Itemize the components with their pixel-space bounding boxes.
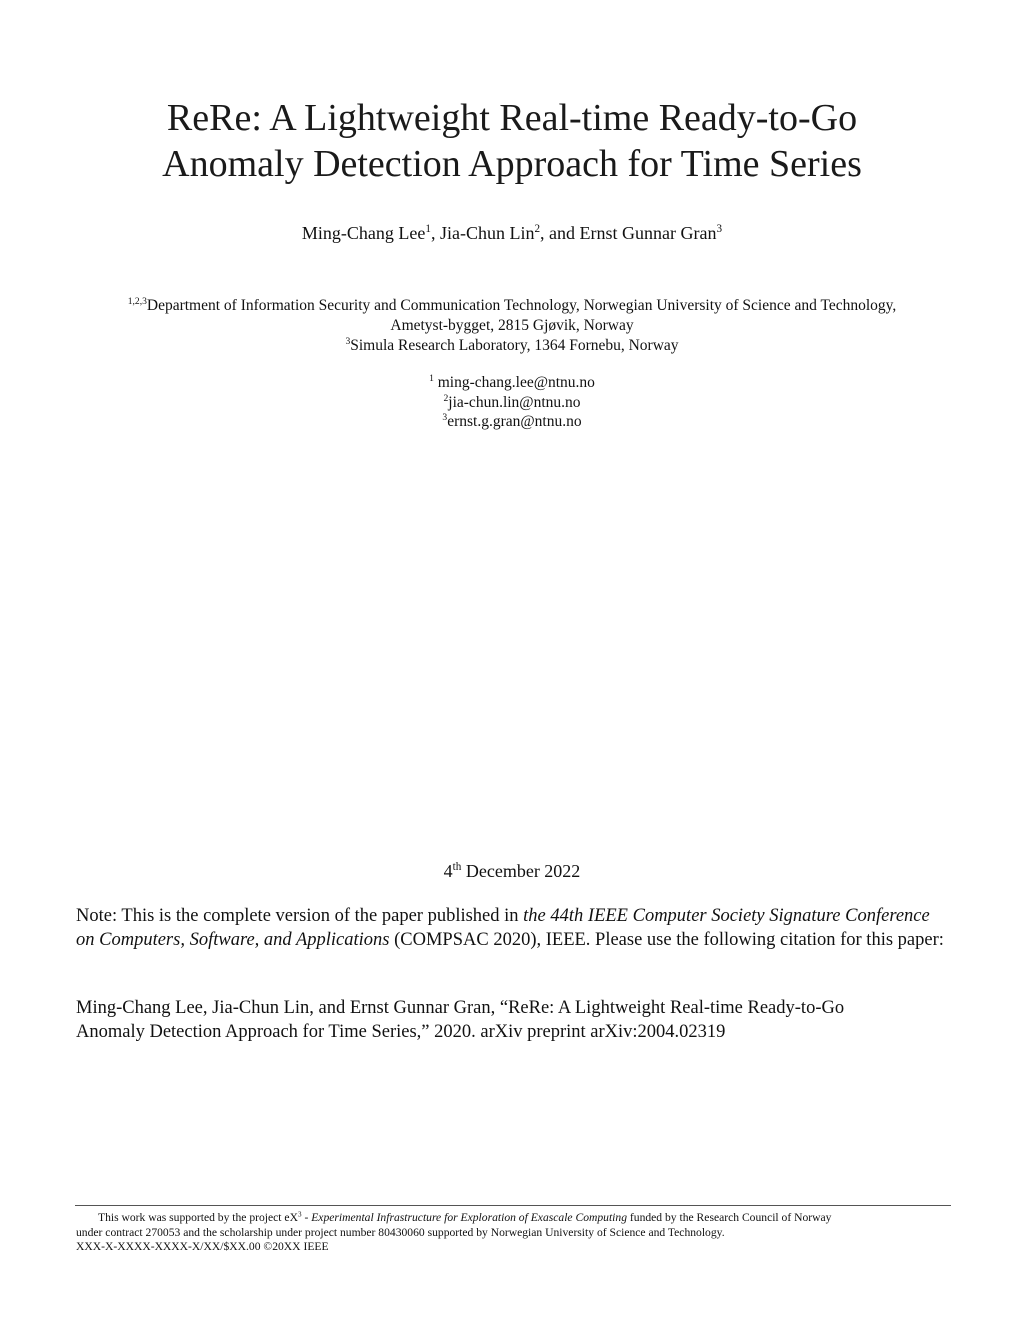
email-mark: 1 (429, 373, 434, 385)
affiliation-line (40, 336, 984, 356)
citation-text (76, 997, 948, 1044)
footnote-line: under contract 270053 and the scholarship under project number 80430060 supported by Norwegian University of Science and Technology. (76, 1225, 725, 1239)
author-separator: , (430, 223, 440, 243)
citation-line: Anomaly Detection Approach for Time Series,” 2020. arXiv preprint arXiv:2004.02319 (76, 1021, 726, 1042)
note-venue: the 44th IEEE Computer Society Signature Conference on Computers, Software, and Applications (76, 906, 930, 950)
copyright-line: XXX-X-XXXX-XXXX-X/XX/$XX.00 ©20XX IEEE (76, 1240, 329, 1253)
email-line (0, 412, 1024, 432)
affiliation-line (40, 296, 984, 316)
affiliation-text: Department of Information Security and Communication Technology, Norwegian University of Science and Technology, (146, 297, 897, 314)
affiliations (40, 296, 984, 356)
email-line (0, 373, 1024, 393)
date-ordinal: th (452, 861, 462, 874)
author-list (0, 221, 1024, 245)
email-line (0, 393, 1024, 413)
author-name: Ming-Chang Lee (301, 223, 426, 243)
email-mark: 2 (443, 392, 449, 404)
version-date (0, 859, 1024, 883)
email-address: jia-chun.lin@ntnu.no (448, 393, 581, 411)
affiliation-line: Ametyst-bygget, 2815 Gjøvik, Norway (390, 317, 634, 334)
affiliation-mark: 1,2,3 (127, 296, 147, 308)
affiliation-mark: 3 (345, 336, 351, 348)
footnote-line (76, 1211, 956, 1226)
footnote-project-name: Experimental Infrastructure for Exploration of Exascale Computing (311, 1211, 628, 1224)
author-name: Ernst Gunnar Gran (579, 223, 717, 243)
paper-title (0, 95, 1024, 187)
title-line-1: ReRe: A Lightweight Real-time Ready-to-Go (166, 97, 858, 139)
email-list (0, 373, 1024, 432)
note-suffix: (COMPSAC 2020), IEEE. Please use the following citation for this paper: (389, 929, 944, 950)
footnote-sup: 3 (297, 1210, 302, 1219)
author-affiliation-mark: 2 (534, 223, 541, 236)
title-line-2: Anomaly Detection Approach for Time Series (162, 143, 862, 185)
author-affiliation-mark: 1 (425, 223, 431, 236)
affiliation-text: Simula Research Laboratory, 1364 Fornebu, Norway (350, 337, 679, 354)
footnote-dash: - (301, 1211, 312, 1224)
email-address: ming-chang.lee@ntnu.no (433, 374, 595, 391)
publication-note (76, 905, 948, 952)
email-mark: 3 (442, 412, 448, 424)
citation-line: Ming-Chang Lee, Jia-Chun Lin, and Ernst Gunnar Gran, “ReRe: A Lightweight Real-time Ready-to-Go (76, 998, 845, 1018)
funding-footnote (76, 1211, 956, 1255)
email-address: ernst.g.gran@ntnu.no (447, 413, 582, 430)
note-prefix: Note: This is the complete version of the paper published in (76, 906, 524, 926)
date-day: 4 (443, 861, 453, 881)
footnote-funder: funded by the Research Council of Norway (627, 1211, 832, 1224)
author-affiliation-mark: 3 (716, 223, 723, 236)
date-month-year: December 2022 (461, 861, 581, 881)
footnote-divider (75, 1205, 951, 1206)
author-name: Jia-Chun Lin (439, 223, 535, 243)
author-separator: , and (540, 223, 580, 243)
footnote-prefix: This work was supported by the project eX (98, 1211, 298, 1224)
